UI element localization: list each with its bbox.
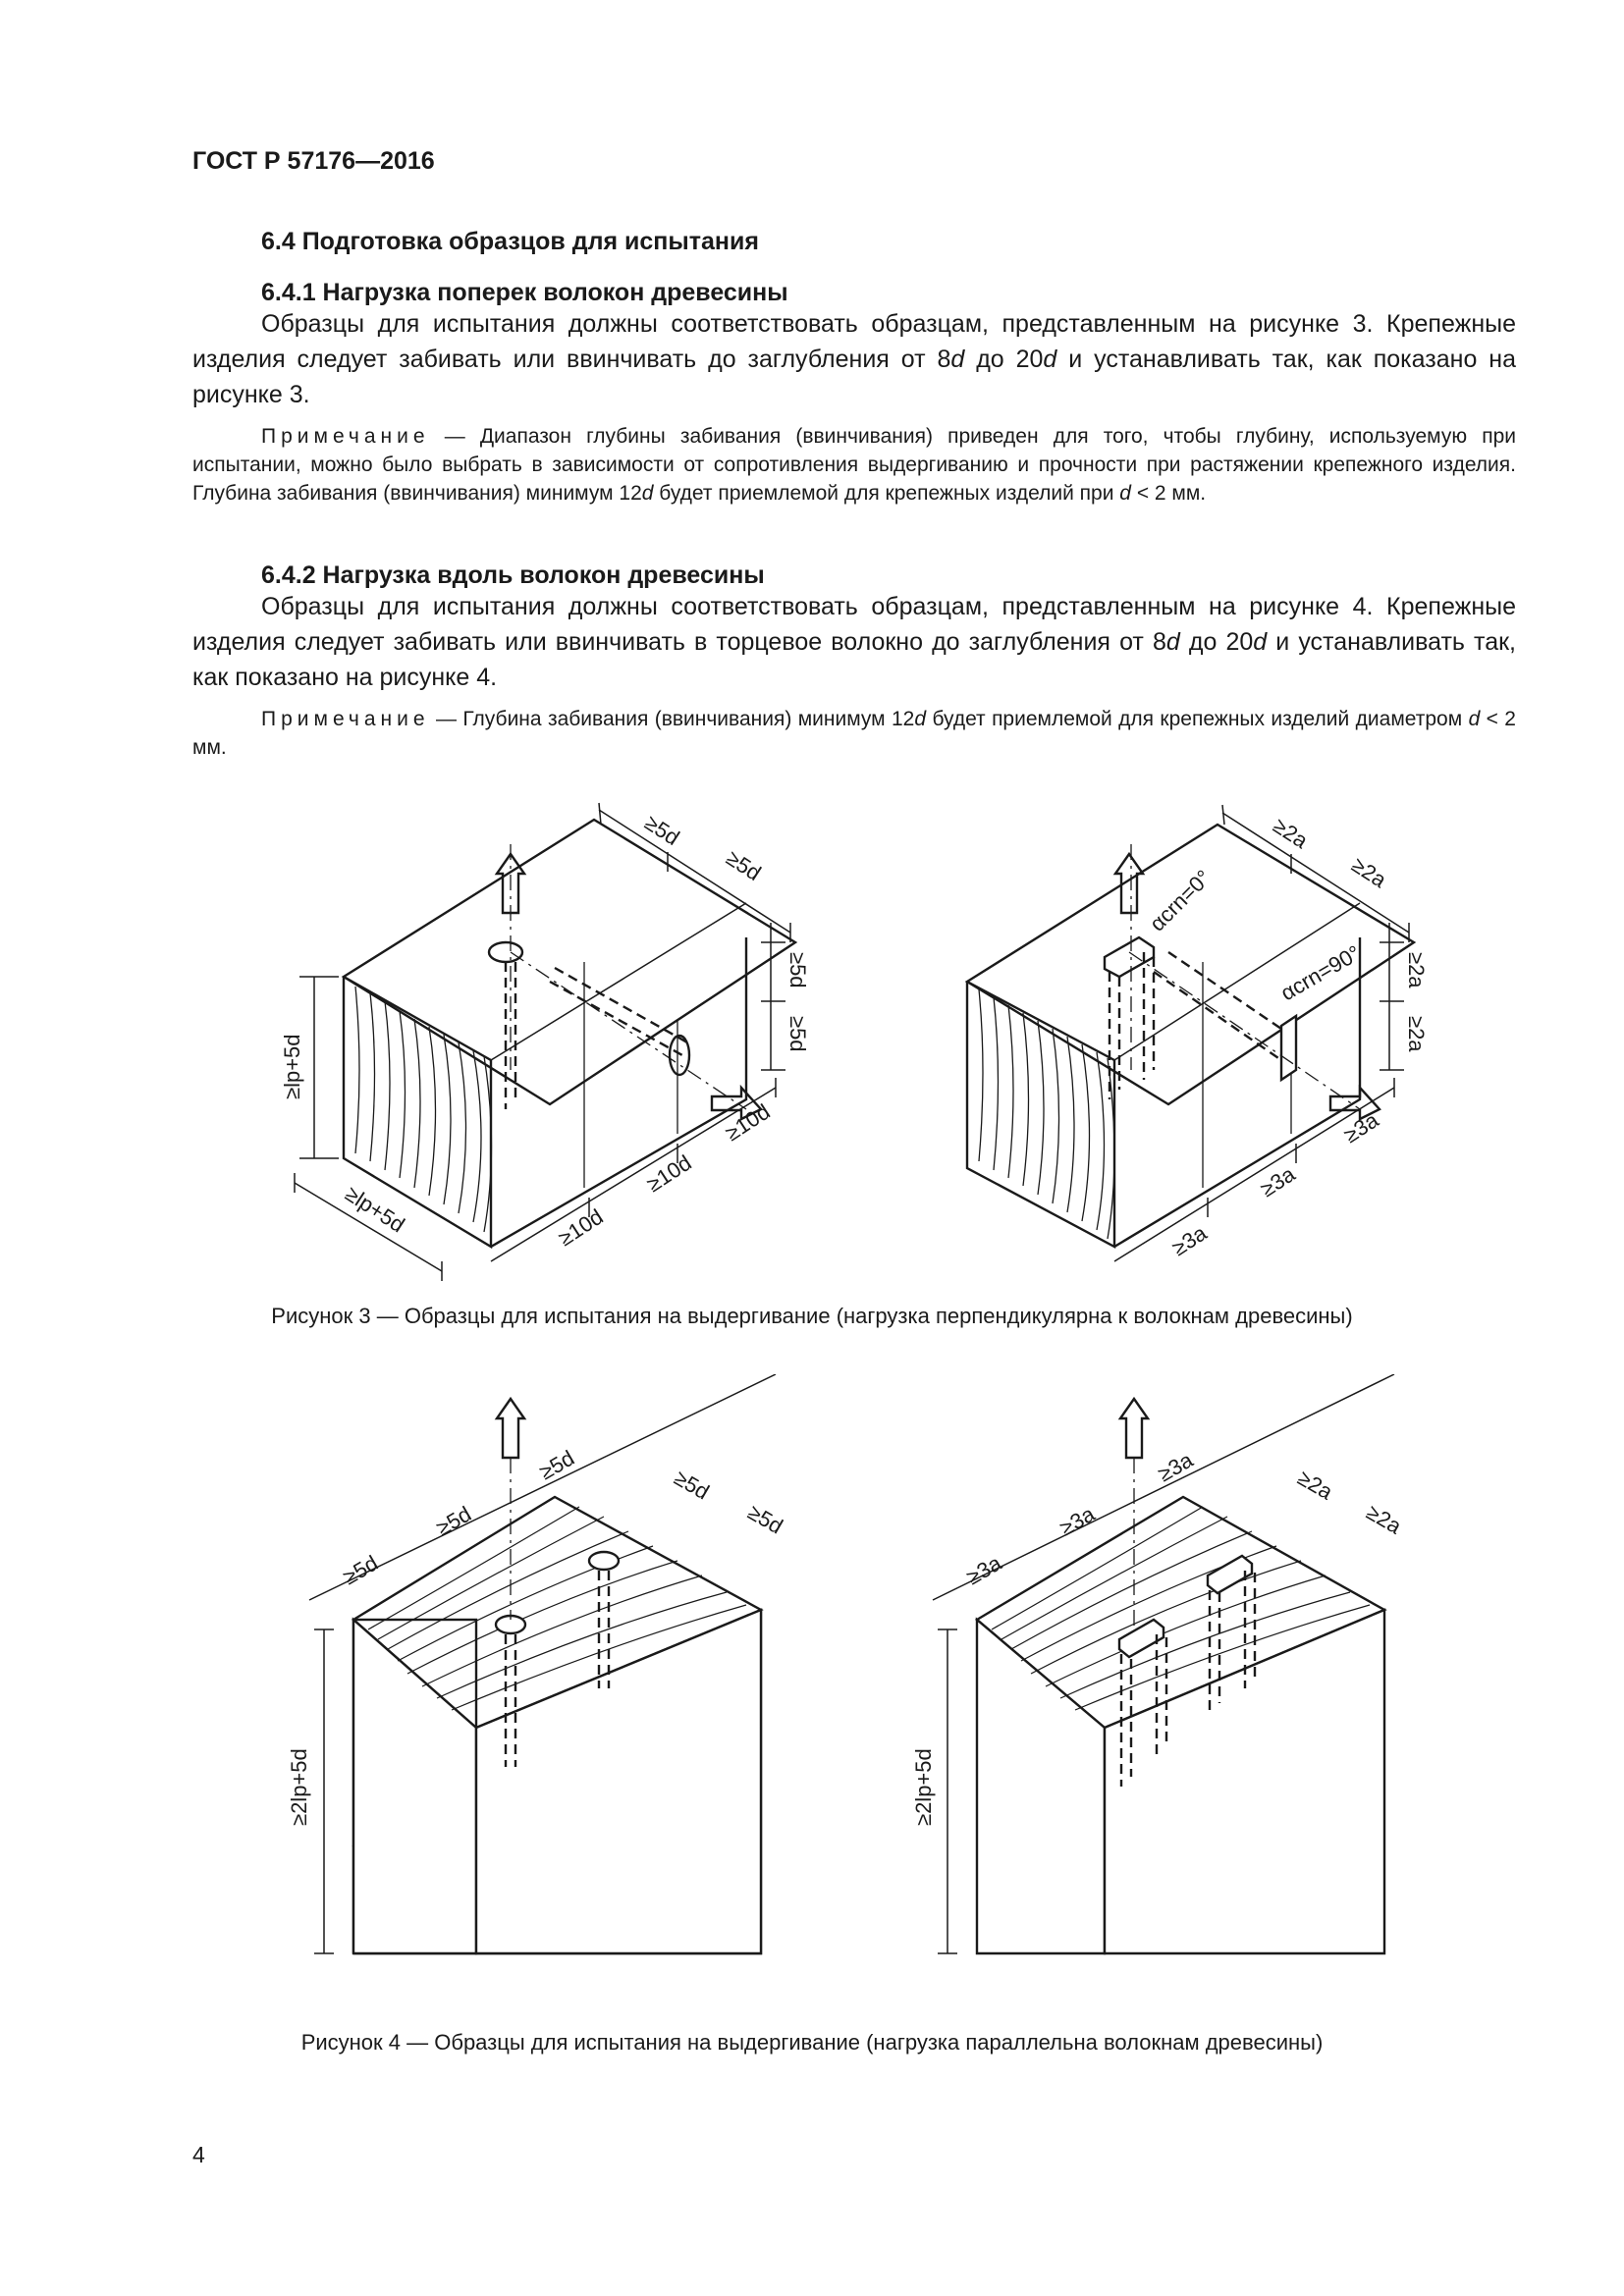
dim-b: ≥3a (1056, 1501, 1100, 1541)
dim-d: ≥5d (670, 1465, 714, 1505)
paragraph-6-4-2: Образцы для испытания должны соответствовать образцам, представленным на рисунке 4. Крепежные изделия следует забивать или ввинчивать в торцевое волокно до заглубления от 8d до 20d и устанавливать так, как показано на рисунке 4. (192, 593, 1516, 691)
figure-4-drawing (0, 1374, 1624, 1983)
alpha-0-label: αcrn=0° (1144, 865, 1217, 936)
dim-right-b: ≥2a (1404, 1016, 1429, 1052)
dim-bottom-b: ≥10d (642, 1149, 696, 1198)
dim-e: ≥2a (1362, 1499, 1406, 1539)
dim-b: ≥5d (432, 1501, 476, 1541)
dim-height: ≥2lp+5d (287, 1748, 311, 1826)
dim-bottom-c: ≥3a (1339, 1107, 1383, 1148)
page-number: 4 (192, 2142, 205, 2167)
note-6-4-1: Примечание — Диапазон глубины забивания (ввинчивания) приведен для того, чтобы глубину, используемую при испытании, можно было выбрать в зависимости от сопротивления выдергиванию и прочности при растяжении крепежного изделия. Глубина забивания (ввинчивания) минимум 12d будет приемлемой для крепежных изделий при d < 2 мм. (192, 425, 1516, 505)
figure-3-drawing (0, 775, 1624, 1286)
figure-4-caption: Рисунок 4 — Образцы для испытания на выдергивание (нагрузка параллельна волокнам древесины) (300, 2030, 1324, 2055)
dim-c: ≥5d (535, 1445, 579, 1485)
dim-top-a: ≥2a (1269, 813, 1313, 854)
alpha-90-label: αcrn=90° (1276, 939, 1365, 1006)
figure-3 (0, 775, 1624, 1286)
document-standard-number: ГОСТ Р 57176—2016 (192, 147, 435, 175)
dim-d: ≥2a (1293, 1465, 1337, 1505)
note-6-4-2: Примечание — Глубина забивания (ввинчивания) минимум 12d будет приемлемой для крепежных изделий диаметром d < 2 мм. (192, 708, 1516, 759)
dim-bottom-a: ≥3a (1167, 1220, 1212, 1261)
figure-4 (0, 1374, 1624, 1983)
dim-height: ≥2lp+5d (911, 1748, 936, 1826)
dim-height: ≥lp+5d (280, 1034, 304, 1099)
figure-3-caption: Рисунок 3 — Образцы для испытания на выдергивание (нагрузка перпендикулярна к волокнам древесины) (271, 1304, 1353, 1328)
dim-right-a: ≥2a (1404, 952, 1429, 988)
dim-width: ≥lp+5d (341, 1181, 409, 1238)
dim-top-b: ≥5d (722, 845, 766, 886)
dim-right-b: ≥5d (785, 1016, 810, 1052)
dim-bottom-a: ≥10d (554, 1203, 608, 1252)
dim-top-a: ≥5d (640, 810, 684, 851)
subsection-heading-6-4-2: 6.4.2 Нагрузка вдоль волокон древесины (261, 561, 765, 589)
dim-c: ≥3a (1154, 1447, 1198, 1487)
section-heading: 6.4 Подготовка образцов для испытания (261, 228, 759, 255)
dim-bottom-c: ≥10d (721, 1098, 775, 1147)
subsection-heading-6-4-1: 6.4.1 Нагрузка поперек волокон древесины (261, 279, 788, 306)
paragraph-6-4-1: Образцы для испытания должны соответствовать образцам, представленным на рисунке 3. Крепежные изделия следует забивать или ввинчивать до заглубления от 8d до 20d и устанавливать так, как показано на рисунке 3. (192, 310, 1516, 408)
dim-e: ≥5d (743, 1499, 787, 1539)
dim-top-b: ≥2a (1347, 852, 1391, 893)
dim-right-a: ≥5d (785, 952, 810, 988)
dim-a: ≥5d (339, 1550, 383, 1590)
dim-bottom-b: ≥3a (1256, 1161, 1300, 1202)
dim-a: ≥3a (962, 1550, 1006, 1590)
